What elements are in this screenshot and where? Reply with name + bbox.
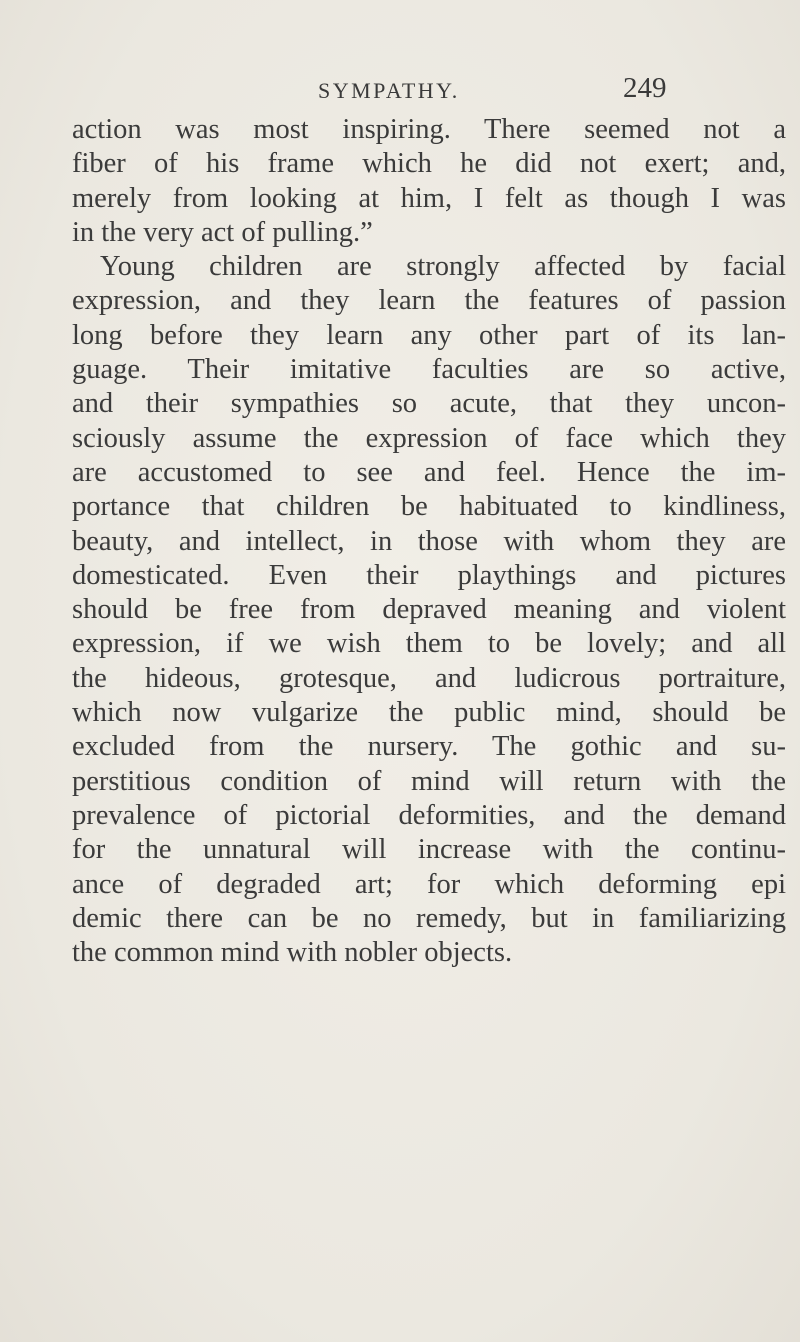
text-line: merely from looking at him, I felt as though I was xyxy=(72,182,786,214)
text-line: ance of degraded art; for which deforming epi xyxy=(72,868,786,900)
text-line: are accustomed to see and feel. Hence the im- xyxy=(72,456,786,488)
text-line: long before they learn any other part of its lan- xyxy=(72,319,786,351)
text-line: domesticated. Even their playthings and pictures xyxy=(72,559,786,591)
text-line: expression, if we wish them to be lovely; and all xyxy=(72,628,786,660)
text-line: sciously assume the expression of face which they xyxy=(72,422,786,454)
running-head: SYMPATHY. xyxy=(318,78,460,103)
text-line: fiber of his frame which he did not exert; and, xyxy=(72,148,786,180)
page-number: 249 xyxy=(623,72,667,104)
text-line: beauty, and intellect, in those with whom they are xyxy=(72,525,786,557)
text-line: the hideous, grotesque, and ludicrous portraiture, xyxy=(72,662,786,694)
text-line: perstitious condition of mind will return with the xyxy=(72,765,786,797)
text-line: excluded from the nursery. The gothic and su- xyxy=(72,731,786,763)
text-line: guage. Their imitative faculties are so active, xyxy=(72,354,786,386)
text-line: expression, and they learn the features of passion xyxy=(72,285,786,317)
paragraph-end-line: the common mind with nobler objects. xyxy=(72,937,513,969)
text-line: prevalence of pictorial deformities, and the demand xyxy=(72,799,786,831)
body-text xyxy=(72,113,786,970)
text-line: should be free from depraved meaning and violent xyxy=(72,594,786,626)
text-line: which now vulgarize the public mind, should be xyxy=(72,697,786,729)
text-line: action was most inspiring. There seemed not a xyxy=(72,114,786,145)
text-line: portance that children be habituated to kindliness, xyxy=(72,491,786,523)
page-header xyxy=(0,72,800,112)
text-line: and their sympathies so acute, that they uncon- xyxy=(72,388,786,420)
paragraph-end-line: in the very act of pulling.” xyxy=(72,216,373,248)
text-line: demic there can be no remedy, but in familiarizing xyxy=(72,902,786,934)
text-line: for the unnatural will increase with the continu- xyxy=(72,834,786,866)
paragraph-start-line: Young children are strongly affected by facial xyxy=(100,251,786,283)
